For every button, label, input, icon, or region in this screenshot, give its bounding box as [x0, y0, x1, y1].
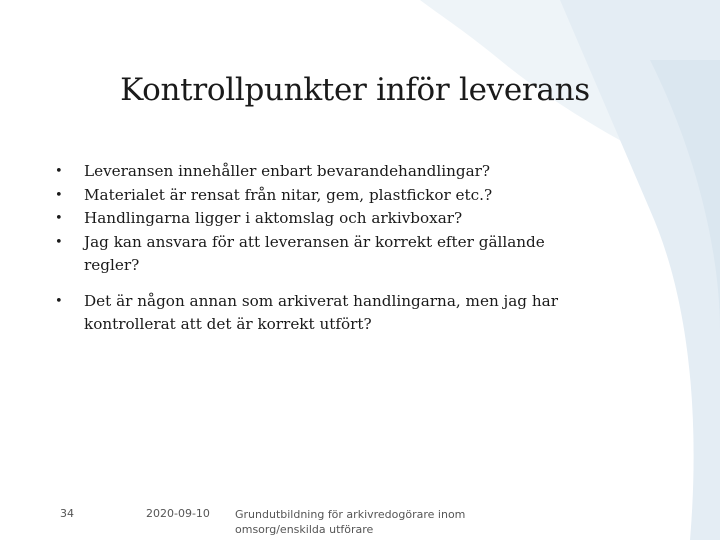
bullet-item [55, 160, 575, 184]
bullet-marker: • [55, 164, 63, 179]
bullet-marker: • [55, 234, 63, 250]
bullet-item [55, 231, 575, 278]
slide-title: Kontrollpunkter inför leverans [120, 72, 590, 108]
bullet-marker: • [55, 187, 63, 203]
bullet-item [55, 184, 575, 208]
bullet-text: Det är någon annan som arkiverat handlingarna, men jag har kontrollerat att det är korrekt utfört? [84, 291, 558, 333]
bullet-item [55, 290, 575, 337]
bullet-text: Handlingarna ligger i aktomslag och arkivboxar? [84, 209, 463, 227]
bullet-marker: • [55, 293, 63, 309]
footer-page-number: 34 [60, 507, 74, 520]
bullet-marker: • [55, 211, 63, 226]
footer-course-title: Grundutbildning för arkivredogörare inom omsorg/enskilda utförare [235, 508, 466, 536]
bullet-list [55, 160, 575, 337]
footer-date: 2020-09-10 [146, 507, 210, 520]
bullet-item [55, 207, 575, 231]
bullet-text: Jag kan ansvara för att leveransen är korrekt efter gällande regler? [84, 232, 545, 274]
bullet-text: Materialet är rensat från nitar, gem, plastfickor etc.? [84, 185, 493, 204]
bullet-text: Leveransen innehåller enbart bevarandehandlingar? [84, 162, 491, 180]
